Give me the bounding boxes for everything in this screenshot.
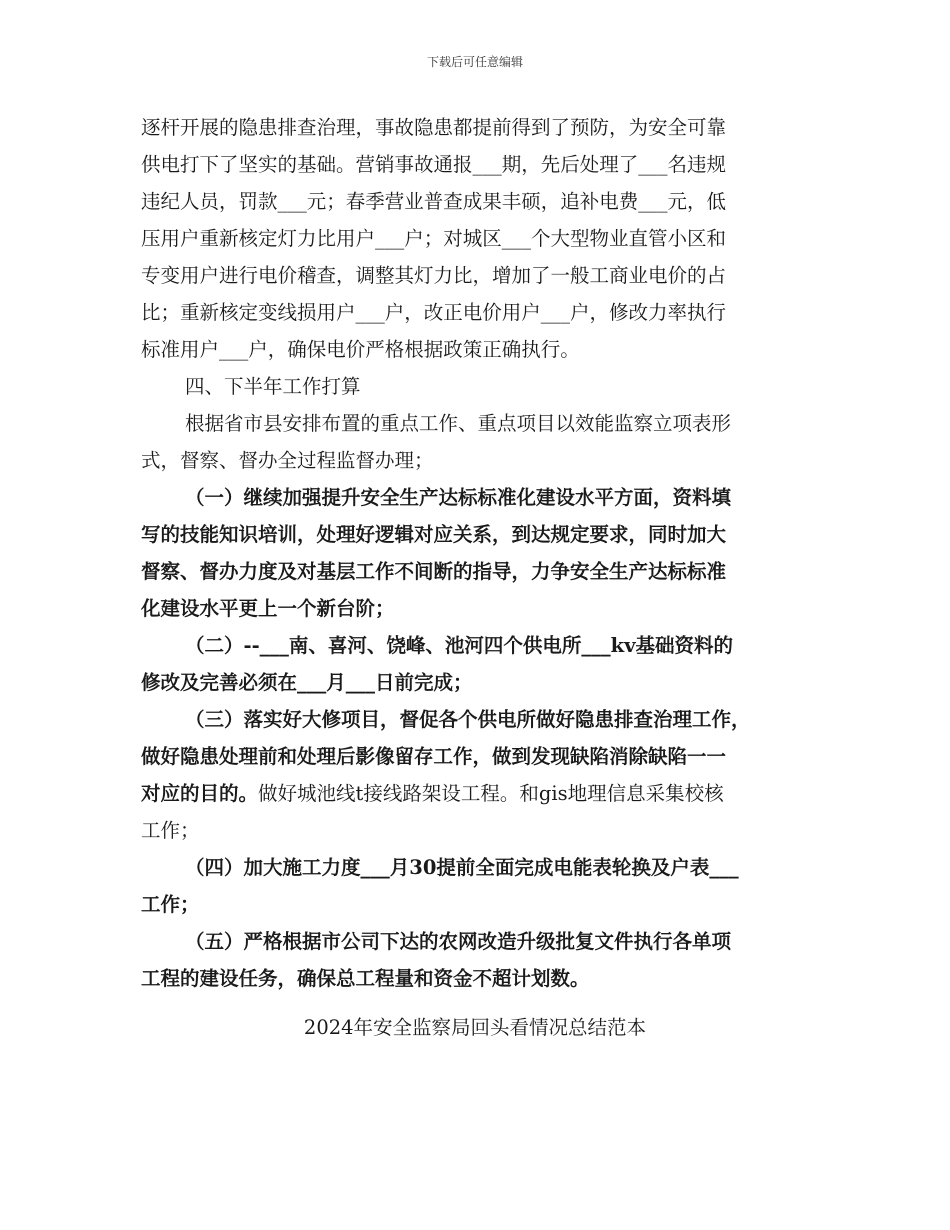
item-4-paragraph <box>141 849 813 923</box>
item-5-paragraph <box>141 923 813 997</box>
intro-paragraph <box>141 405 813 479</box>
text-line: 工程的建设任务，确保总工程量和资金不超计划数。 <box>141 967 590 990</box>
text-line: 工作； <box>141 819 200 842</box>
next-document-title: 2024年安全监察局回头看情况总结范本 <box>303 1016 647 1039</box>
text-line: 工作； <box>141 893 200 916</box>
section-4-heading: 四、下半年工作打算 <box>185 375 361 398</box>
text-line: （二）--___南、喜河、饶峰、池河四个供电所___kv基础资料的 <box>185 634 734 657</box>
text-line: 写的技能知识培训，处理好逻辑对应关系，到达规定要求，同时加大 <box>141 523 727 546</box>
mixed-text-line <box>141 775 813 812</box>
text-line: 标准用户___户，确保电价严格根据政策正确执行。 <box>141 338 580 361</box>
text-line: 供电打下了坚实的基础。营销事故通报___期，先后处理了___名违规 <box>141 153 727 176</box>
item-3-paragraph <box>141 701 813 849</box>
page-header-note: 下载后可任意编辑 <box>426 55 523 69</box>
text-line: 修改及完善必须在___月___日前完成； <box>141 671 473 694</box>
paragraph-continuation <box>141 109 813 368</box>
text-line: （三）落实好大修项目，督促各个供电所做好隐患排查治理工作， <box>185 708 751 731</box>
text-line: 专变用户进行电价稽查，调整其灯力比，增加了一般工商业电价的占 <box>141 264 727 287</box>
text-line: （五）严格根据市公司下达的农网改造升级批复文件执行各单项 <box>185 930 732 953</box>
text-line: （四）加大施工力度___月30提前全面完成电能表轮换及户表___ <box>185 856 739 879</box>
text-line: （一）继续加强提升安全生产达标标准化建设水平方面，资料填 <box>185 486 732 509</box>
text-line: 逐杆开展的隐患排查治理，事故隐患都提前得到了预防，为安全可靠 <box>141 116 727 139</box>
item-2-paragraph <box>141 627 813 701</box>
text-line: 督察、督办力度及对基层工作不间断的指导，力争安全生产达标标准 <box>141 560 727 583</box>
normal-fragment: 做好城池线t接线路架设工程。和gis地理信息采集校核 <box>258 782 724 805</box>
bold-fragment: 对应的目的。 <box>141 782 259 805</box>
item-1-paragraph <box>141 479 813 627</box>
text-line: 根据省市县安排布置的重点工作、重点项目以效能监察立项表形 <box>185 412 732 435</box>
text-line: 化建设水平更上一个新台阶； <box>141 597 395 620</box>
text-line: 做好隐患处理前和处理后影像留存工作，做到发现缺陷消除缺陷一一 <box>141 745 727 768</box>
text-line: 式，督察、督办全过程监督办理； <box>141 449 434 472</box>
text-line: 比；重新核定变线损用户___户，改正电价用户___户，修改力率执行 <box>141 301 727 324</box>
section-heading <box>141 368 813 405</box>
text-line: 违纪人员，罚款___元；春季营业普查成果丰硕，追补电费___元，低 <box>141 190 727 213</box>
text-line: 压用户重新核定灯力比用户___户；对城区___个大型物业直管小区和 <box>141 227 727 250</box>
